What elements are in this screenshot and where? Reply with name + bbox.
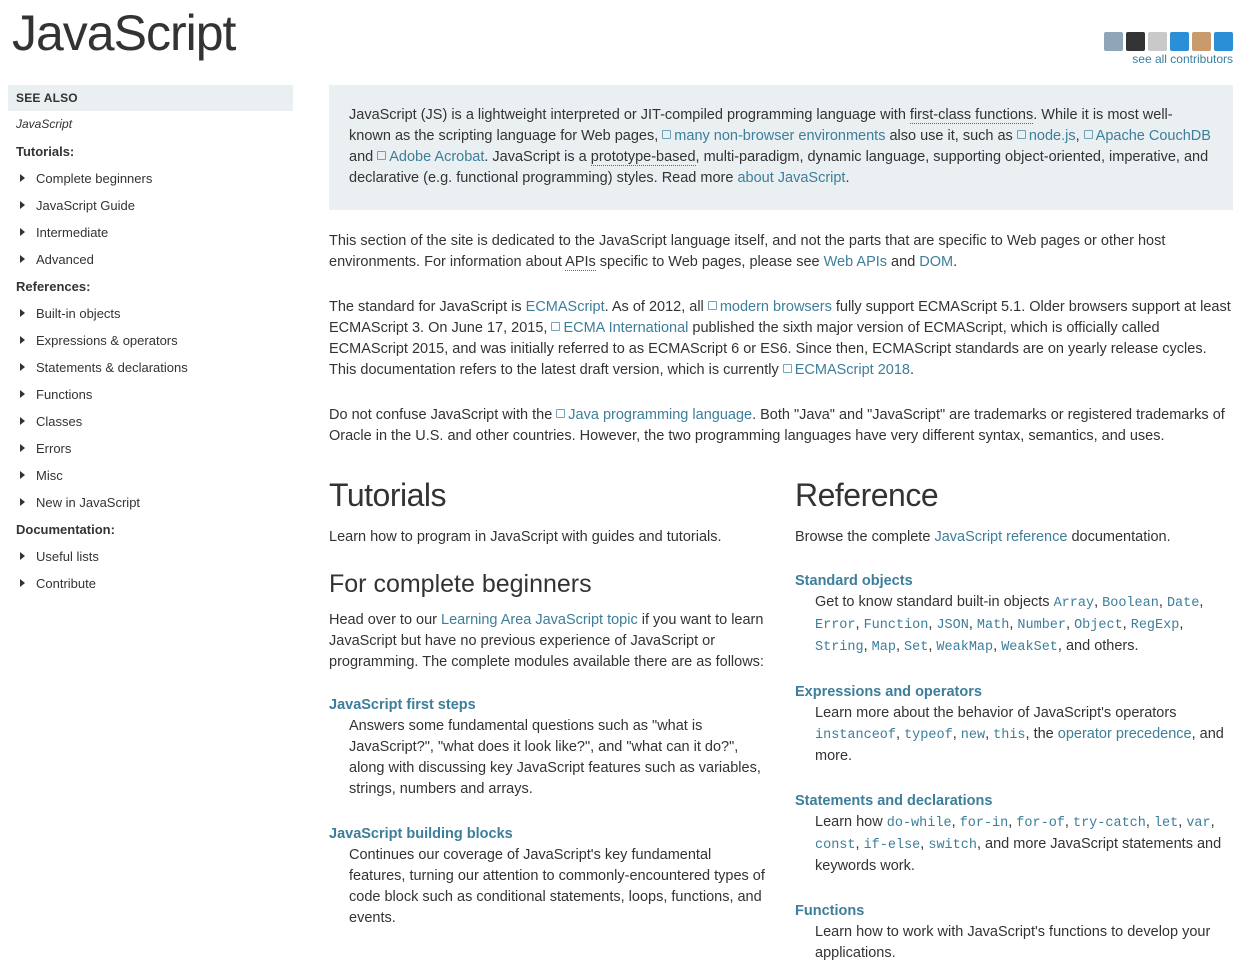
code-link-number[interactable]: Number xyxy=(1017,618,1066,633)
code-link-instanceof[interactable]: instanceof xyxy=(815,728,897,743)
avatar[interactable] xyxy=(1148,32,1167,51)
code-link-map[interactable]: Map xyxy=(871,640,896,655)
code-link-for-in[interactable]: for-in xyxy=(959,816,1009,831)
operators-code-list: instanceof, typeof, new, this xyxy=(815,726,1026,743)
java-paragraph: Do not confuse JavaScript with the Java programming language. Both "Java" and "JavaScript" are trademarks or registered trademarks of Oracle in the U.S. and other countries. However, the two programming languages have very different syntax, semantics, and uses. xyxy=(329,407,1225,444)
building-blocks-desc: Continues our coverage of JavaScript's key fundamental features, turning our attention to commonly-encountered types of code block such as conditional statements, loops, functions, and events. xyxy=(349,847,765,926)
statements-declarations-desc: Learn how do-while, for-in, for-of, try-catch, let, var, const, if-else, switch, and more JavaScript statements and keywords work. xyxy=(815,814,1222,874)
code-link-for-of[interactable]: for-of xyxy=(1016,816,1065,831)
sidebar xyxy=(8,85,293,597)
first-steps-link[interactable]: JavaScript first steps xyxy=(329,697,476,713)
code-link-array[interactable]: Array xyxy=(1053,596,1095,611)
code-link-weakset[interactable]: WeakSet xyxy=(1001,640,1058,655)
javascript-reference-link[interactable]: JavaScript reference xyxy=(934,529,1068,545)
sidebar-section-tutorials: Tutorials: xyxy=(16,144,75,159)
first-class-functions-link[interactable]: first-class functions xyxy=(909,107,1034,123)
adobe-acrobat-link[interactable]: Adobe Acrobat xyxy=(377,149,484,165)
beginners-heading: For complete beginners xyxy=(329,570,592,598)
standard-objects-link[interactable]: Standard objects xyxy=(795,573,913,589)
sidebar-item-functions[interactable]: Functions xyxy=(8,381,293,408)
sidebar-item-complete-beginners[interactable]: Complete beginners xyxy=(8,165,293,192)
non-browser-environments-link[interactable]: many non-browser environments xyxy=(662,128,885,144)
code-link-weakmap[interactable]: WeakMap xyxy=(936,640,994,655)
sidebar-item-expressions-operators[interactable]: Expressions & operators xyxy=(8,327,293,354)
prototype-based-link[interactable]: prototype-based xyxy=(590,149,696,165)
code-link-boolean[interactable]: Boolean xyxy=(1102,596,1159,611)
sidebar-section-documentation: Documentation: xyxy=(16,522,115,537)
web-apis-link[interactable]: Web APIs xyxy=(823,254,888,270)
sidebar-item-contribute[interactable]: Contribute xyxy=(8,570,293,597)
code-link-object[interactable]: Object xyxy=(1074,618,1123,633)
avatar[interactable] xyxy=(1126,32,1145,51)
summary-box xyxy=(329,85,1233,210)
code-link-if-else[interactable]: if-else xyxy=(863,838,921,853)
expressions-operators-desc: Learn more about the behavior of JavaScript's operators instanceof, typeof, new, this, the operator precedence, and more. xyxy=(815,705,1224,764)
code-link-switch[interactable]: switch xyxy=(928,838,977,853)
avatar[interactable] xyxy=(1192,32,1211,51)
code-link-this[interactable]: this xyxy=(993,728,1026,743)
sidebar-section-references: References: xyxy=(16,279,91,294)
functions-desc: Learn how to work with JavaScript's functions to develop your applications. xyxy=(815,924,1211,961)
see-all-contributors-link[interactable]: see all contributors xyxy=(1132,52,1233,66)
dom-link[interactable]: DOM xyxy=(919,254,954,270)
java-language-link[interactable]: Java programming language xyxy=(556,407,752,423)
avatar[interactable] xyxy=(1170,32,1189,51)
sidebar-item-intermediate[interactable]: Intermediate xyxy=(8,219,293,246)
code-link-new[interactable]: new xyxy=(960,728,986,743)
sidebar-item-javascript-guide[interactable]: JavaScript Guide xyxy=(8,192,293,219)
avatar[interactable] xyxy=(1214,32,1233,51)
sidebar-header: SEE ALSO xyxy=(8,85,293,111)
code-link-math[interactable]: Math xyxy=(976,618,1010,633)
code-link-typeof[interactable]: typeof xyxy=(904,728,953,743)
tutorials-heading: Tutorials xyxy=(329,477,447,513)
code-link-json[interactable]: JSON xyxy=(936,618,969,633)
avatar[interactable] xyxy=(1104,32,1123,51)
main-content xyxy=(329,85,1233,971)
contributors xyxy=(1104,32,1233,66)
reference-column xyxy=(795,471,1233,964)
sidebar-item-new-in-javascript[interactable]: New in JavaScript xyxy=(8,489,293,516)
apis-link[interactable]: APIs xyxy=(565,254,596,270)
sidebar-item-misc[interactable]: Misc xyxy=(8,462,293,489)
ecma-international-link[interactable]: ECMA International xyxy=(551,320,688,336)
sidebar-item-errors[interactable]: Errors xyxy=(8,435,293,462)
contributor-avatars xyxy=(1104,32,1233,51)
first-steps-desc: Answers some fundamental questions such as "what is JavaScript?", "what does it look like?", and "what can it do?", along with discussing key JavaScript features such as variables, strings, numbers and arrays. xyxy=(349,718,761,797)
modern-browsers-link[interactable]: modern browsers xyxy=(708,299,832,315)
page-title: JavaScript xyxy=(12,5,236,61)
statements-code-list: do-while, for-in, for-of, try-catch, let, var, const, if-else, switch xyxy=(815,814,1215,853)
reference-heading: Reference xyxy=(795,477,939,513)
standard-paragraph: The standard for JavaScript is ECMAScript. As of 2012, all modern browsers fully support ECMAScript 5.1. Older browsers support at least ECMAScript 3. On June 17, 2015, ECMA International published the sixth major version of ECMAScript, which is officially called ECMAScript 2015, and was initially referred to as ECMAScript 6 or ES6. Since then, ECMAScript standards are on yearly release cycles. This documentation refers to the latest draft version, which is currently ECMAScript 2018. xyxy=(329,299,1231,378)
code-link-try-catch[interactable]: try-catch xyxy=(1072,816,1146,831)
sidebar-item-built-in-objects[interactable]: Built-in objects xyxy=(8,300,293,327)
code-link-var[interactable]: var xyxy=(1186,816,1211,831)
code-link-do-while[interactable]: do-while xyxy=(886,816,952,831)
code-link-regexp[interactable]: RegExp xyxy=(1130,618,1180,633)
reference-intro: Browse the complete JavaScript reference documentation. xyxy=(795,529,1171,545)
ecmascript-link[interactable]: ECMAScript xyxy=(525,299,605,315)
beginners-text: Head over to our Learning Area JavaScript topic if you want to learn JavaScript but have no previous experience of JavaScript or programming. The complete modules available there are as follows: xyxy=(329,612,764,670)
standard-objects-code-list: Array, Boolean, Date, Error, Function, JSON, Math, Number, Object, RegExp, String, Map, Set, WeakMap, WeakSet xyxy=(815,594,1204,655)
code-link-date[interactable]: Date xyxy=(1166,596,1200,611)
sidebar-item-useful-lists[interactable]: Useful lists xyxy=(8,543,293,570)
building-blocks-link[interactable]: JavaScript building blocks xyxy=(329,826,513,842)
operator-precedence-link[interactable]: operator precedence xyxy=(1057,726,1192,742)
sidebar-item-statements-declarations[interactable]: Statements & declarations xyxy=(8,354,293,381)
summary-text: JavaScript (JS) is a lightweight interpreted or JIT-compiled programming language with first-class functions. While it is most well-known as the scripting language for Web pages, many non-browser environments also use it, such as node.js, Apache CouchDB and Adobe Acrobat. JavaScript is a prototype-based, multi-paradigm, dynamic language, supporting object-oriented, imperative, and declarative (e.g. functional programming) styles. Read more about JavaScript. xyxy=(349,107,1211,186)
sidebar-item-advanced[interactable]: Advanced xyxy=(8,246,293,273)
columns xyxy=(329,471,1233,971)
nodejs-link[interactable]: node.js xyxy=(1017,128,1076,144)
code-link-const[interactable]: const xyxy=(815,838,856,853)
intro-paragraph: This section of the site is dedicated to the JavaScript language itself, and not the parts that are specific to Web pages or other host environments. For information about APIs specific to Web pages, please see Web APIs and DOM. xyxy=(329,233,1166,270)
tutorials-column xyxy=(329,471,769,929)
about-javascript-link[interactable]: about JavaScript xyxy=(737,170,846,186)
expressions-operators-link[interactable]: Expressions and operators xyxy=(795,684,982,700)
learning-area-link[interactable]: Learning Area JavaScript topic xyxy=(441,612,638,628)
sidebar-item-javascript[interactable]: JavaScript xyxy=(16,117,73,131)
code-link-function[interactable]: Function xyxy=(863,618,929,633)
standard-objects-desc: Get to know standard built-in objects Array, Boolean, Date, Error, Function, JSON, Math, Number, Object, RegExp, String, Map, Set, WeakMap, WeakSet, and others. xyxy=(815,594,1204,655)
code-link-string[interactable]: String xyxy=(815,640,864,655)
apache-couchdb-link[interactable]: Apache CouchDB xyxy=(1084,128,1211,144)
functions-link[interactable]: Functions xyxy=(795,903,865,919)
code-link-error[interactable]: Error xyxy=(815,618,856,633)
ecmascript-2018-link[interactable]: ECMAScript 2018 xyxy=(783,362,910,378)
code-link-set[interactable]: Set xyxy=(904,640,929,655)
statements-declarations-link[interactable]: Statements and declarations xyxy=(795,793,993,809)
tutorials-intro: Learn how to program in JavaScript with guides and tutorials. xyxy=(329,529,722,545)
sidebar-item-classes[interactable]: Classes xyxy=(8,408,293,435)
code-link-let[interactable]: let xyxy=(1153,816,1179,831)
